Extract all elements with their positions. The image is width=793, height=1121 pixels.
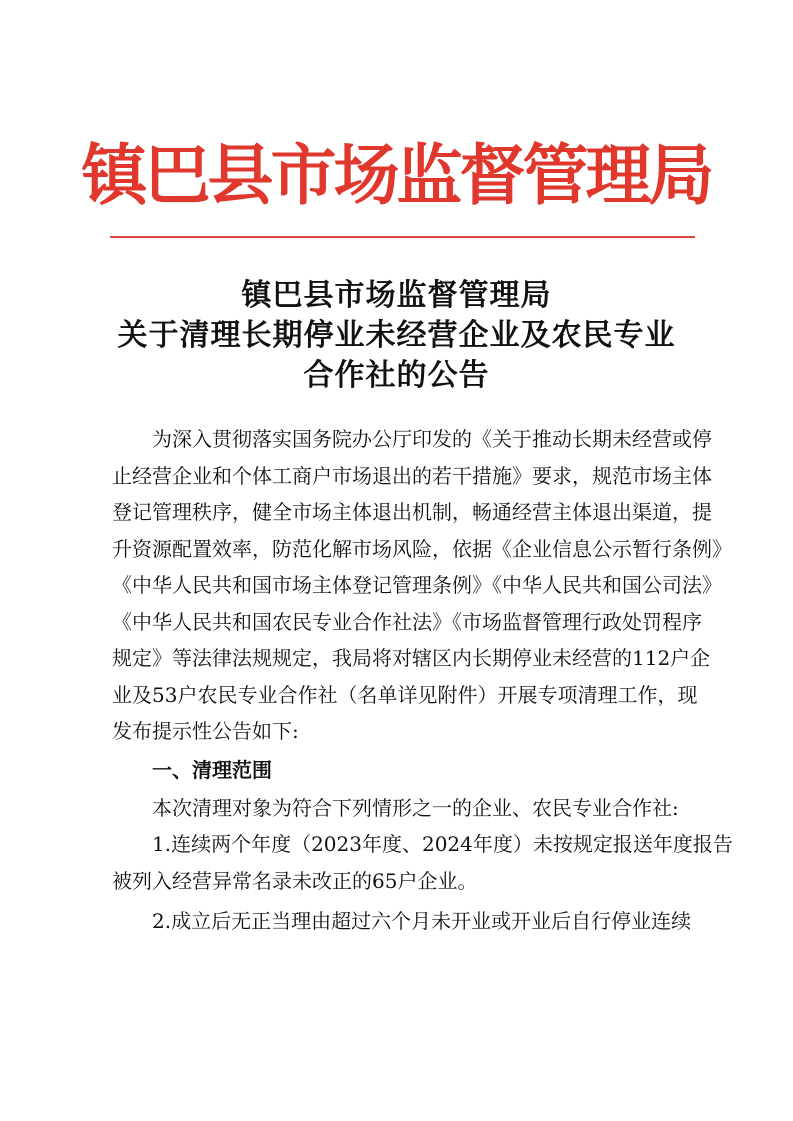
intro-line: 为深入贯彻落实国务院办公厅印发的《关于推动长期未经营或停 [152, 427, 712, 451]
intro-line: 《中华人民共和国农民专业合作社法》《市场监督管理行政处罚程序 [112, 609, 702, 634]
section-1-heading: 一、清理范围 [152, 757, 272, 782]
section-1-intro: 本次清理对象为符合下列情形之一的企业、农民专业合作社: [152, 795, 679, 820]
item-1-line: 被列入经营异常名录未改正的65户企业。 [112, 868, 478, 893]
title-line-1: 镇巴县市场监督管理局 [241, 278, 552, 313]
item-1-line: 1.连续两个年度（2023年度、2024年度）未按规定报送年度报告 [152, 832, 733, 856]
title-line-3: 合作社的公告 [303, 358, 490, 393]
letterhead-red-rule [110, 236, 695, 238]
notice-body [112, 421, 733, 940]
letterhead-org-name: 镇巴县市场监督管理局 [81, 136, 712, 214]
intro-line: 发布提示性公告如下: [112, 719, 299, 743]
intro-line: 止经营企业和个体工商户市场退出的若干措施》要求，规范市场主体 [112, 463, 712, 488]
intro-line: 规定》等法律法规规定，我局将对辖区内长期停业未经营的112户企 [112, 646, 711, 670]
intro-line: 业及53户农民专业合作社（名单详见附件）开展专项清理工作，现 [112, 682, 698, 707]
title-line-2: 关于清理长期停业未经营企业及农民专业 [117, 318, 676, 353]
intro-line: 升资源配置效率，防范化解市场风险，依据《企业信息公示暂行条例》 [112, 536, 732, 561]
intro-line: 登记管理秩序，健全市场主体退出机制，畅通经营主体退出渠道，提 [112, 500, 712, 524]
intro-line: 《中华人民共和国市场主体登记管理条例》《中华人民共和国公司法》 [112, 573, 722, 597]
item-2-line: 2.成立后无正当理由超过六个月未开业或开业后自行停业连续 [152, 909, 692, 933]
notice-title [0, 276, 793, 396]
